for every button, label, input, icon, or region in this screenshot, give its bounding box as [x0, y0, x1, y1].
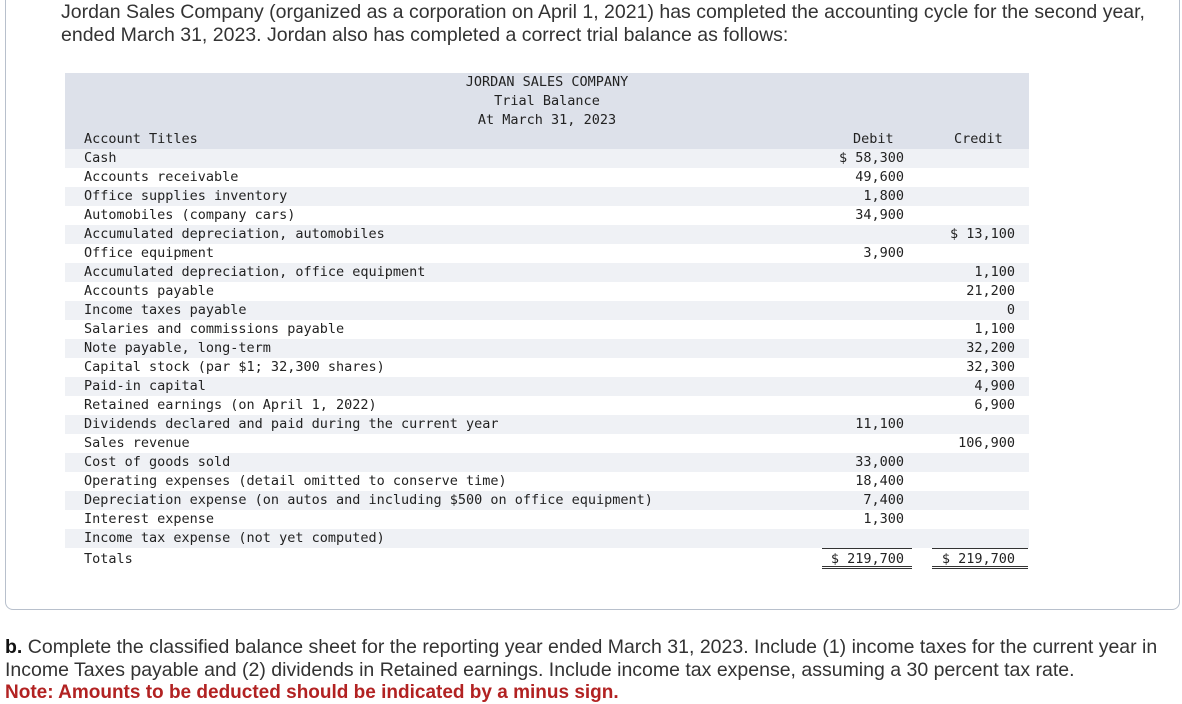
account-cell: Sales revenue — [84, 435, 190, 451]
col-header-account: Account Titles — [84, 131, 198, 147]
part-b-instructions — [5, 636, 1175, 681]
credit-cell: 1,100 — [974, 321, 1015, 337]
credit-cell: 1,100 — [974, 264, 1015, 280]
debit-cell: 49,600 — [855, 169, 904, 185]
table-row — [65, 149, 1029, 168]
table-row — [65, 415, 1029, 434]
table-row — [65, 453, 1029, 472]
debit-cell: 1,300 — [863, 511, 904, 527]
debit-cell: 11,100 — [855, 416, 904, 432]
credit-cell: 32,300 — [966, 359, 1015, 375]
table-row — [65, 529, 1029, 548]
trial-balance-table — [65, 73, 1029, 571]
table-row — [65, 168, 1029, 187]
intro-text: Jordan Sales Company (organized as a corporation on April 1, 2021) has completed the accounting cycle for the second year, ended March 31, 2023. Jordan also has completed a correct trial balance as follows: — [61, 1, 1145, 46]
account-cell: Income taxes payable — [84, 302, 247, 318]
trial-balance-header — [65, 73, 1029, 149]
table-row — [65, 244, 1029, 263]
account-cell: Income tax expense (not yet computed) — [84, 530, 385, 546]
credit-cell: 106,900 — [958, 435, 1015, 451]
credit-cell: 4,900 — [974, 378, 1015, 394]
statement-title: Trial Balance — [494, 93, 600, 109]
account-cell: Office supplies inventory — [84, 188, 288, 204]
table-row — [65, 396, 1029, 415]
question-card — [5, 0, 1180, 610]
table-row — [65, 301, 1029, 320]
part-b-label: b. — [5, 636, 23, 658]
credit-cell: 21,200 — [966, 283, 1015, 299]
debit-cell: 3,900 — [863, 245, 904, 261]
account-cell: Cost of goods sold — [84, 454, 231, 470]
debit-cell: 7,400 — [863, 492, 904, 508]
table-row — [65, 282, 1029, 301]
credit-cell: 6,900 — [974, 397, 1015, 413]
debit-total-rule — [822, 548, 912, 549]
totals-debit: $ 219,700 — [830, 551, 904, 567]
col-header-debit: Debit — [853, 131, 894, 147]
account-cell: Note payable, long-term — [84, 340, 271, 356]
account-cell: Capital stock (par $1; 32,300 shares) — [84, 359, 385, 375]
credit-double-rule — [932, 566, 1028, 569]
account-cell: Depreciation expense (on autos and including $500 on office equipment) — [84, 492, 653, 508]
table-row — [65, 187, 1029, 206]
debit-double-rule — [822, 566, 912, 569]
debit-cell: 34,900 — [855, 207, 904, 223]
account-cell: Interest expense — [84, 511, 215, 527]
credit-cell: $ 13,100 — [949, 226, 1015, 242]
table-row — [65, 510, 1029, 529]
account-cell: Dividends declared and paid during the current year — [84, 416, 499, 432]
debit-cell: $ 58,300 — [838, 150, 904, 166]
table-row — [65, 225, 1029, 244]
credit-total-rule — [932, 548, 1028, 549]
statement-date: At March 31, 2023 — [477, 112, 617, 128]
debit-cell: 33,000 — [855, 454, 904, 470]
debit-cell: 18,400 — [855, 473, 904, 489]
debit-cell: 1,800 — [863, 188, 904, 204]
table-row — [65, 472, 1029, 491]
totals-credit: $ 219,700 — [941, 551, 1015, 567]
account-cell: Paid-in capital — [84, 378, 206, 394]
totals-label: Totals — [84, 551, 133, 567]
account-cell: Cash — [84, 150, 117, 166]
account-cell: Accounts receivable — [84, 169, 239, 185]
table-row — [65, 358, 1029, 377]
table-row — [65, 206, 1029, 225]
table-row — [65, 377, 1029, 396]
account-cell: Accumulated depreciation, office equipment — [84, 264, 426, 280]
part-b-note: Note: Amounts to be deducted should be indicated by a minus sign. — [5, 682, 619, 703]
credit-cell: 0 — [1006, 302, 1015, 318]
table-row — [65, 491, 1029, 510]
part-b-text: Complete the classified balance sheet for the reporting year ended March 31, 2023. Include (1) income taxes for the current year in Income Taxes payable and (2) dividends in Retained earnings. Include income tax expense, assuming a 30 percent tax rate. — [5, 636, 1158, 681]
col-header-credit: Credit — [954, 131, 1003, 147]
table-row — [65, 320, 1029, 339]
account-cell: Office equipment — [84, 245, 215, 261]
table-row — [65, 339, 1029, 358]
table-row — [65, 434, 1029, 453]
credit-cell: 32,200 — [966, 340, 1015, 356]
account-cell: Accumulated depreciation, automobiles — [84, 226, 385, 242]
account-cell: Accounts payable — [84, 283, 215, 299]
account-cell: Salaries and commissions payable — [84, 321, 345, 337]
account-cell: Retained earnings (on April 1, 2022) — [84, 397, 377, 413]
company-name: JORDAN SALES COMPANY — [465, 74, 629, 90]
account-cell: Automobiles (company cars) — [84, 207, 296, 223]
table-row — [65, 263, 1029, 282]
account-cell: Operating expenses (detail omitted to conserve time) — [84, 473, 507, 489]
